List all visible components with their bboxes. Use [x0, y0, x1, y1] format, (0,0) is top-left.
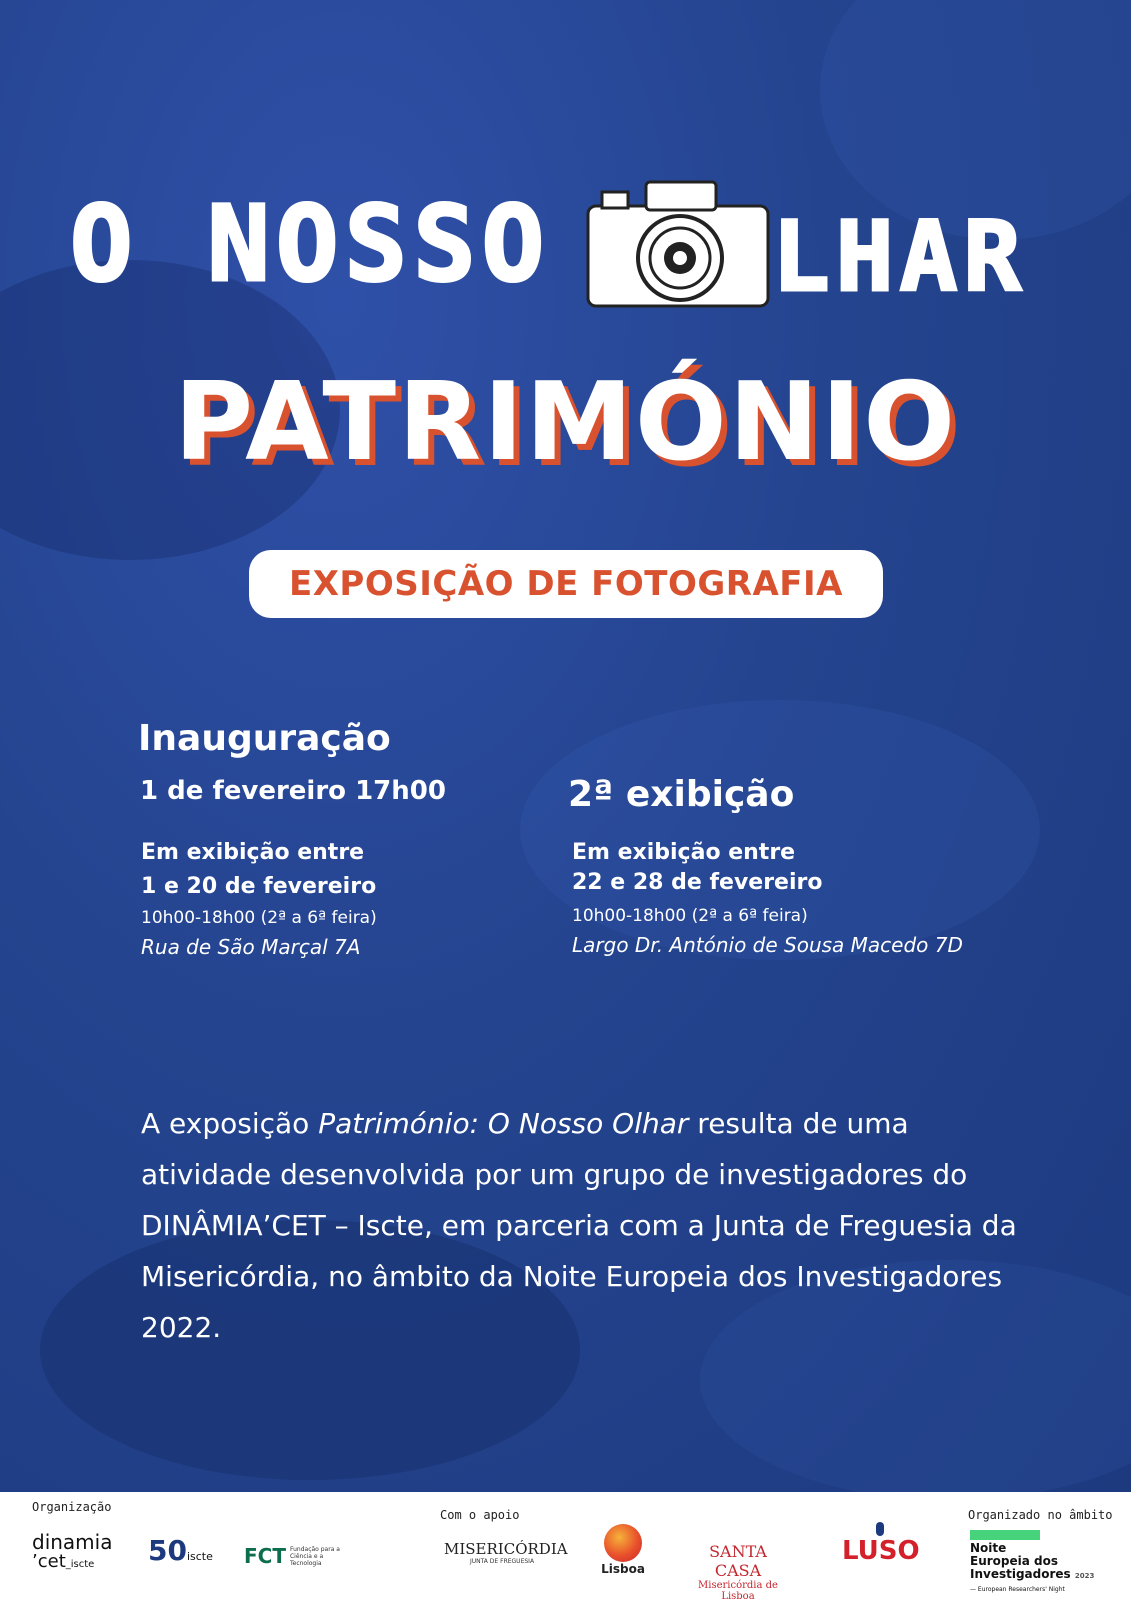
lisboa-emblem-icon [604, 1524, 642, 1562]
noite-line4: — European Researchers' Night [970, 1586, 1065, 1593]
fct-logo [244, 1544, 340, 1568]
santa-casa-logo-sub: Misericórdia de Lisboa [698, 1580, 778, 1602]
first-date: 1 de fevereiro 17h00 [140, 776, 446, 806]
description-after: resulta de uma atividade desenvolvida por um grupo de investigadores do DINÂMIA’CET – Iscte, em parceria com a Junta de Freguesia da Misericórdia, no âmbito da Noite Europeia dos Investigadores 2022. [141, 1107, 1017, 1344]
iscte-suffix-text: _iscte [65, 1559, 95, 1570]
first-address: Rua de São Marçal 7A [141, 935, 361, 959]
dinamia-cet-logo [32, 1532, 112, 1575]
second-line2: 22 e 28 de fevereiro [572, 870, 823, 895]
noite-year: 2023 [1074, 1572, 1095, 1580]
footer [0, 1492, 1131, 1600]
first-hours: 10h00-18h00 (2ª a 6ª feira) [141, 908, 377, 928]
lisboa-logo [598, 1524, 648, 1576]
noite-line3: Investigadores [970, 1567, 1071, 1581]
first-line1: Em exibição entre [141, 840, 365, 865]
second-line1: Em exibição entre [572, 840, 796, 865]
sketch-title-part1: O NOSSO [70, 183, 551, 305]
noite-investigadores-logo [970, 1530, 1094, 1596]
sketch-title-part2: LHAR [772, 201, 1028, 313]
first-heading: Inauguração [138, 718, 391, 759]
fct-logo-text: FCT [244, 1544, 286, 1568]
luso-emblem-icon [876, 1522, 884, 1536]
noite-line1: Noite [970, 1541, 1007, 1555]
iscte-50-number: 50 [148, 1534, 187, 1567]
description-italic: Património: O Nosso Olhar [318, 1107, 689, 1140]
lisboa-logo-text: Lisboa [601, 1562, 645, 1576]
first-line2: 1 e 20 de fevereiro [141, 874, 377, 899]
subtitle-badge [249, 550, 883, 618]
santa-casa-logo-text: SANTA CASA [709, 1542, 767, 1580]
iscte-logo-name: iscte [186, 1550, 213, 1563]
org-label: Organização [32, 1500, 112, 1514]
support-label: Com o apoio [440, 1508, 520, 1522]
luso-logo [842, 1522, 918, 1566]
santa-casa-logo [684, 1542, 792, 1602]
description [141, 1098, 1021, 1353]
misericordia-logo [444, 1540, 568, 1565]
luso-logo-text: LUSO [842, 1536, 920, 1566]
camera-icon [588, 182, 768, 306]
iscte-50-logo [148, 1534, 213, 1567]
sketch-title [60, 160, 1071, 320]
noite-emblem-icon [970, 1530, 1040, 1540]
noite-line2: Europeia dos [970, 1554, 1058, 1568]
misericordia-logo-sub: JUNTA DE FREGUESIA [469, 1558, 535, 1565]
dinamia-logo-text: dinamia [32, 1530, 113, 1554]
second-heading: 2ª exibição [568, 774, 795, 815]
cet-logo-text: ’cet [32, 1551, 66, 1572]
second-address: Largo Dr. António de Sousa Macedo 7D [572, 933, 963, 957]
page-title: PATRIMÓNIO [173, 360, 958, 485]
description-before: A exposição [141, 1107, 319, 1140]
second-hours: 10h00-18h00 (2ª a 6ª feira) [572, 906, 808, 926]
scope-label: Organizado no âmbito [968, 1508, 1113, 1522]
fct-logo-sub: Fundação para a Ciência e a Tecnologia [289, 1545, 340, 1567]
subtitle-text: EXPOSIÇÃO DE FOTOGRAFIA [288, 564, 843, 604]
misericordia-logo-text: MISERICÓRDIA [444, 1540, 568, 1558]
